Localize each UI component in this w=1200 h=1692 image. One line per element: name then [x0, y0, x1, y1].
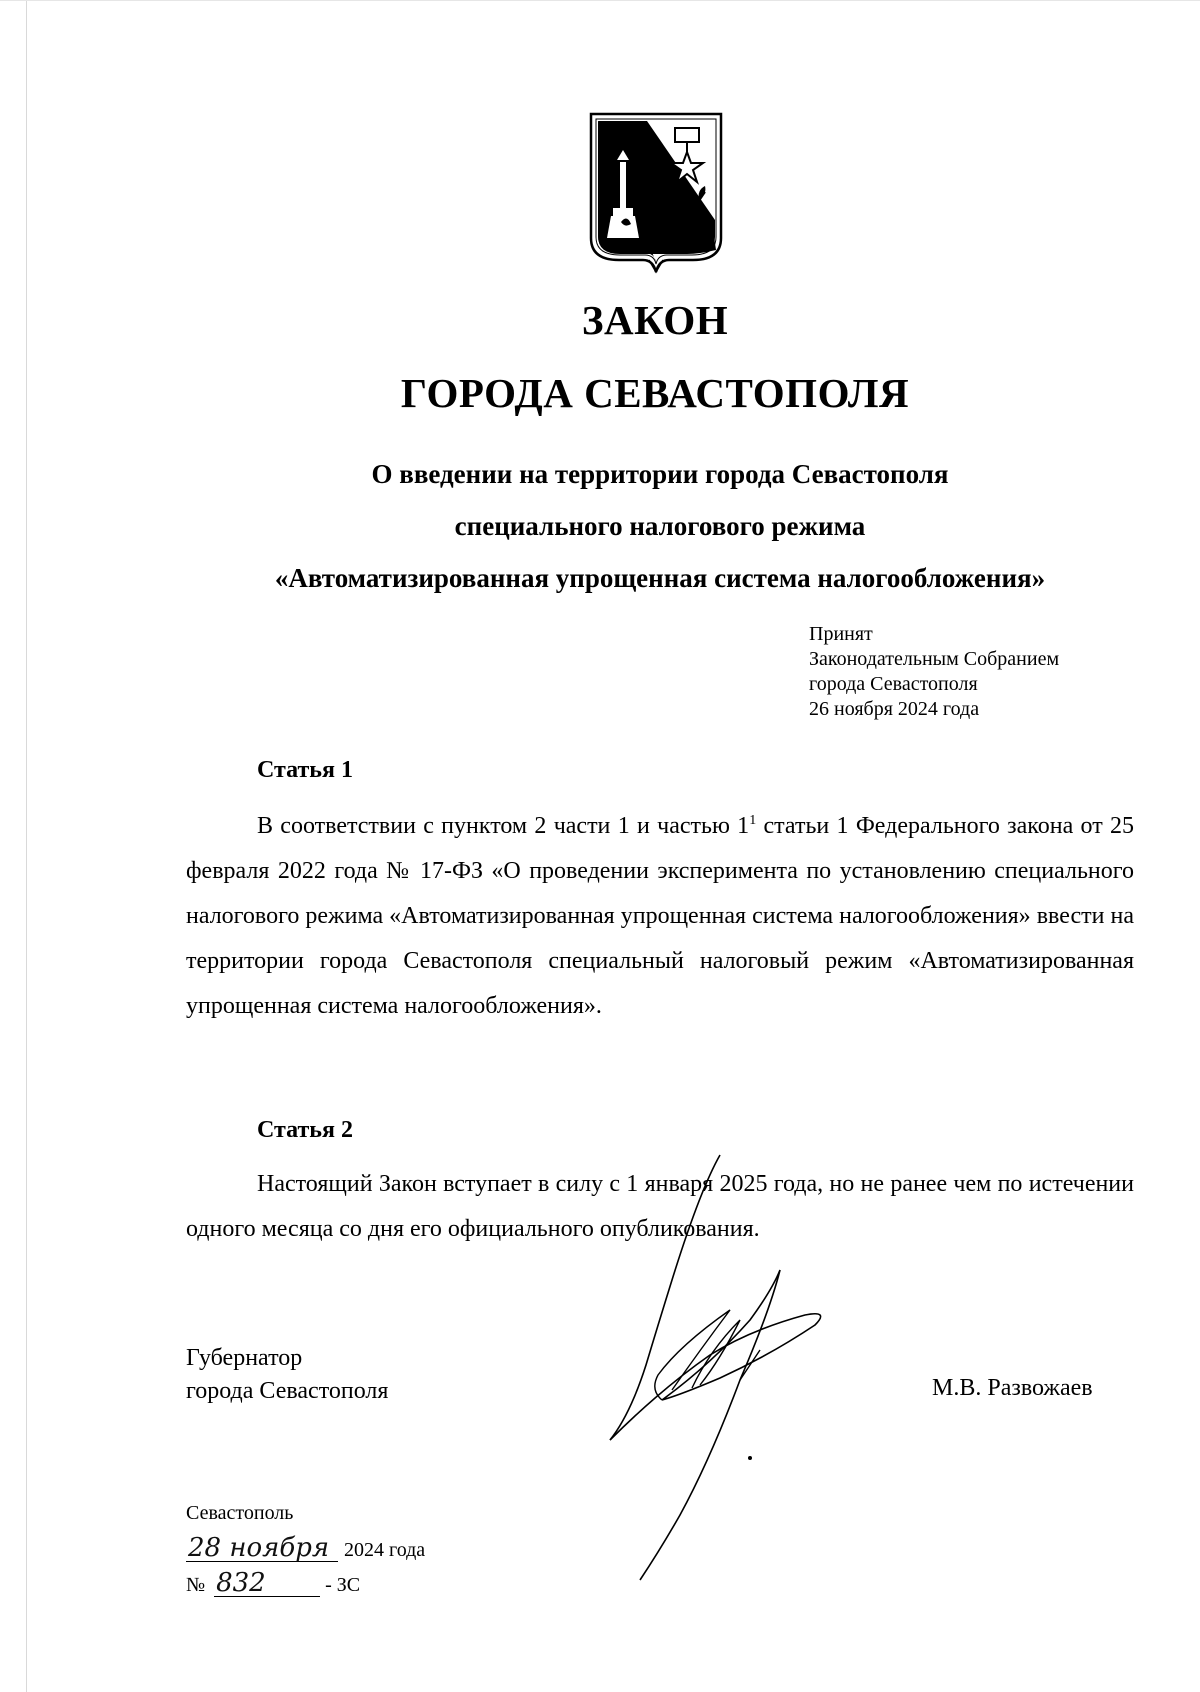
- law-number: [186, 1570, 360, 1597]
- number-suffix: - ЗС: [325, 1574, 361, 1596]
- coat-of-arms-icon: [587, 110, 725, 276]
- issue-place: Севастополь: [186, 1502, 294, 1524]
- signatory-title-line: города Севастополя: [186, 1378, 389, 1404]
- adoption-line: Законодательным Собранием: [809, 648, 1060, 670]
- article-1-text: [186, 804, 1134, 1029]
- scan-edge-left: [26, 0, 27, 1692]
- handwritten-date: 28 ноября: [186, 1535, 338, 1562]
- scan-edge-top: [0, 0, 1200, 1]
- superscript: 1: [749, 813, 757, 828]
- document-title: ЗАКОН: [581, 297, 729, 343]
- issue-year: 2024 года: [344, 1539, 426, 1561]
- subject-line: специального налогового режима: [454, 511, 866, 541]
- article-2-text: Настоящий Закон вступает в силу с 1 января 2025 года, но не ранее чем по истечении одного месяца со дня его официального опубликования.: [186, 1171, 1134, 1242]
- article-1-text-part: В соответствии с пунктом 2 части 1 и частью 1: [257, 813, 750, 839]
- adoption-note: [809, 622, 1059, 722]
- handwritten-signature: [600, 1150, 860, 1590]
- issue-date: [186, 1535, 425, 1562]
- article-1-text-part: статьи 1 Федерального закона от 25 февраля 2022 года № 17-ФЗ «О проведении эксперимента по установлению специального налогового режима «Автоматизированная упрощенная система налогообложения» ввести на территории города Севастополя специальный налоговый режим «Автоматизированная упрощенная система налогообложения».: [186, 813, 1134, 1019]
- adoption-date: 26 ноября 2024 года: [809, 698, 980, 720]
- document-issuer: ГОРОДА СЕВАСТОПОЛЯ: [400, 370, 910, 416]
- handwritten-number: 832: [214, 1570, 320, 1597]
- signatory-title: [186, 1342, 388, 1408]
- adoption-line: города Севастополя: [809, 673, 978, 695]
- article-1-heading: Статья 1: [257, 757, 353, 783]
- document-subject: [150, 448, 1170, 604]
- subject-line: «Автоматизированная упрощенная система налогообложения»: [274, 563, 1046, 593]
- signatory-name: М.В. Развожаев: [932, 1375, 1093, 1401]
- signatory-title-line: Губернатор: [186, 1345, 303, 1371]
- number-sign: №: [186, 1574, 206, 1596]
- adoption-line: Принят: [809, 623, 873, 645]
- article-2-heading: Статья 2: [257, 1117, 353, 1143]
- subject-line: О введении на территории города Севастополя: [371, 459, 949, 489]
